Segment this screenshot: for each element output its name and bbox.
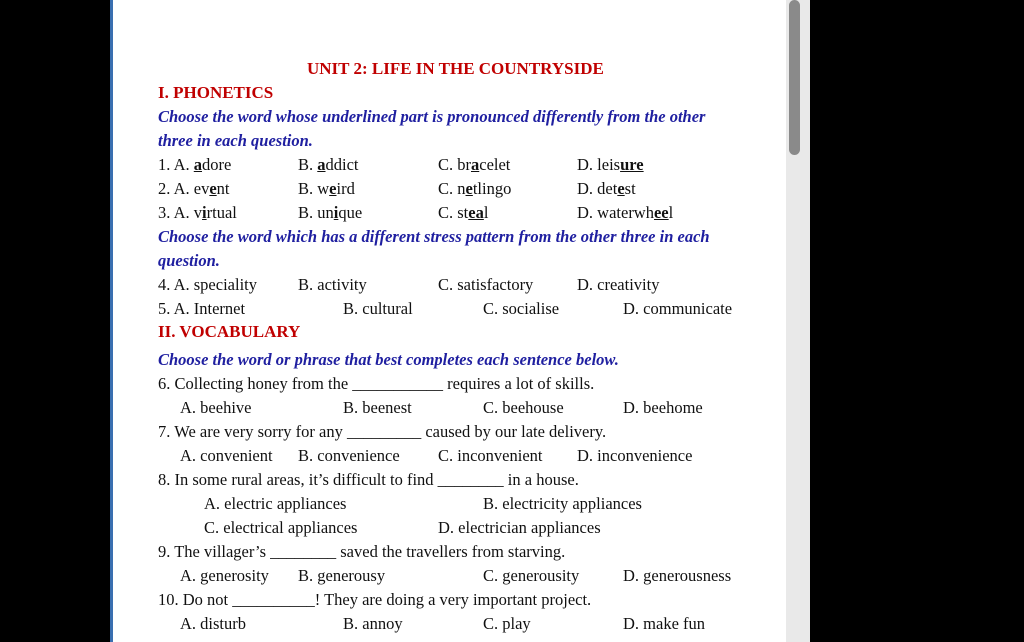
scrollbar-thumb[interactable] — [789, 0, 800, 155]
q4-option-d: D. creativity — [577, 275, 660, 294]
stem-text: 10. Do not — [158, 590, 229, 609]
opt-text: B. un — [298, 203, 334, 222]
q4-option-b: B. activity — [298, 275, 367, 294]
underlined-part: e — [465, 179, 473, 198]
instruction-pronunciation-cont: three in each question. — [158, 131, 313, 150]
q6-option-a: A. beehive — [180, 398, 252, 417]
q9-option-d: D. generousness — [623, 566, 732, 585]
underlined-part: e — [617, 179, 625, 198]
q5-option-a: 5. A. Internet — [158, 299, 246, 318]
section-heading-phonetics: I. PHONETICS — [158, 83, 274, 102]
q4-option-c: C. satisfactory — [438, 275, 534, 294]
page-title: UNIT 2: LIFE IN THE COUNTRYSIDE — [307, 59, 604, 78]
opt-text: dore — [202, 155, 232, 174]
q1-option-d — [577, 155, 644, 175]
stem-text: 6. Collecting honey from the — [158, 374, 349, 393]
q1-option-b — [298, 155, 359, 175]
q9-option-a: A. generosity — [180, 566, 269, 585]
opt-text: tlingo — [472, 179, 512, 198]
page-left-edge — [110, 0, 113, 642]
underlined-part: a — [193, 155, 203, 174]
answer-blank: ________ — [270, 542, 337, 561]
stem-text: 8. In some rural areas, it’s difficult to find — [158, 470, 434, 489]
q5-option-c: C. socialise — [483, 299, 560, 318]
underlined-part: ea — [468, 203, 484, 222]
q2-option-b — [298, 179, 355, 199]
opt-text: que — [338, 203, 363, 222]
q3-option-a — [158, 203, 237, 223]
instruction-pronunciation: Choose the word whose underlined part is pronounced differently from the other — [158, 107, 706, 126]
opt-text: D. leis — [577, 155, 621, 174]
q10-option-a: A. disturb — [180, 614, 246, 633]
underlined-part: a — [317, 155, 326, 174]
q6-option-b: B. beenest — [343, 398, 412, 417]
q7-option-c: C. inconvenient — [438, 446, 543, 465]
q7-option-b: B. convenience — [298, 446, 400, 465]
q7-option-d: D. inconvenience — [577, 446, 693, 465]
opt-text: B. — [298, 155, 318, 174]
stem-text: requires a lot of skills. — [447, 374, 595, 393]
q10-option-d: D. make fun — [623, 614, 706, 633]
q6-option-d: D. beehome — [623, 398, 703, 417]
stem-text: in a house. — [507, 470, 579, 489]
q8-stem — [158, 470, 579, 490]
stem-text: 9. The villager’s — [158, 542, 266, 561]
opt-text: B. w — [298, 179, 330, 198]
q9-stem — [158, 542, 565, 562]
answer-blank: __________ — [232, 590, 315, 609]
q9-option-c: C. generousity — [483, 566, 580, 585]
opt-text: l — [483, 203, 489, 222]
underlined-part: ee — [653, 203, 669, 222]
opt-text: l — [668, 203, 674, 222]
opt-text: 2. A. ev — [158, 179, 210, 198]
stem-text: saved the travellers from starving. — [340, 542, 566, 561]
opt-text: st — [624, 179, 636, 198]
stem-text: ! They are doing a very important project. — [314, 590, 592, 609]
answer-blank: _________ — [346, 422, 422, 441]
opt-text: D. waterwh — [577, 203, 654, 222]
opt-text: celet — [479, 155, 511, 174]
q10-stem — [158, 590, 591, 610]
underlined-part: e — [329, 179, 337, 198]
underlined-part: i — [333, 203, 339, 222]
q2-option-d — [577, 179, 636, 199]
opt-text: nt — [216, 179, 230, 198]
opt-text: rtual — [206, 203, 237, 222]
opt-text: ird — [336, 179, 355, 198]
q8-option-a: A. electric appliances — [204, 494, 347, 513]
q6-option-c: C. beehouse — [483, 398, 564, 417]
opt-text: C. br — [438, 155, 471, 174]
q8-option-b: B. electricity appliances — [483, 494, 642, 513]
q2-option-c — [438, 179, 511, 199]
q5-option-d: D. communicate — [623, 299, 733, 318]
section-heading-vocabulary: II. VOCABULARY — [158, 322, 301, 341]
q9-option-b: B. generousy — [298, 566, 386, 585]
instruction-vocabulary: Choose the word or phrase that best completes each sentence below. — [158, 350, 619, 369]
q5-option-b: B. cultural — [343, 299, 413, 318]
opt-text: ddict — [325, 155, 359, 174]
opt-text: 3. A. v — [158, 203, 203, 222]
q1-option-a — [158, 155, 231, 175]
q4-option-a: 4. A. speciality — [158, 275, 257, 294]
q1-option-c — [438, 155, 510, 175]
q8-option-d: D. electrician appliances — [438, 518, 601, 537]
q6-stem — [158, 374, 594, 394]
instruction-stress: Choose the word which has a different stress pattern from the other three in each — [158, 227, 710, 246]
underlined-part: i — [202, 203, 207, 222]
q3-option-b — [298, 203, 362, 223]
q3-option-d — [577, 203, 673, 223]
q2-option-a — [158, 179, 230, 199]
q7-option-a: A. convenient — [180, 446, 273, 465]
q10-option-c: C. play — [483, 614, 531, 633]
stem-text: caused by our late delivery. — [425, 422, 607, 441]
q3-option-c — [438, 203, 488, 223]
q10-option-b: B. annoy — [343, 614, 403, 633]
q7-stem — [158, 422, 606, 442]
instruction-stress-cont: question. — [158, 251, 220, 270]
answer-blank: ________ — [437, 470, 504, 489]
opt-text: 1. A. — [158, 155, 194, 174]
document-page — [110, 0, 810, 642]
opt-text: C. st — [438, 203, 469, 222]
underlined-part: ure — [620, 155, 644, 174]
underlined-part: e — [209, 179, 217, 198]
underlined-part: a — [471, 155, 480, 174]
answer-blank: ___________ — [352, 374, 444, 393]
opt-text: D. det — [577, 179, 618, 198]
q8-option-c: C. electrical appliances — [204, 518, 358, 537]
opt-text: C. n — [438, 179, 466, 198]
stem-text: 7. We are very sorry for any — [158, 422, 343, 441]
